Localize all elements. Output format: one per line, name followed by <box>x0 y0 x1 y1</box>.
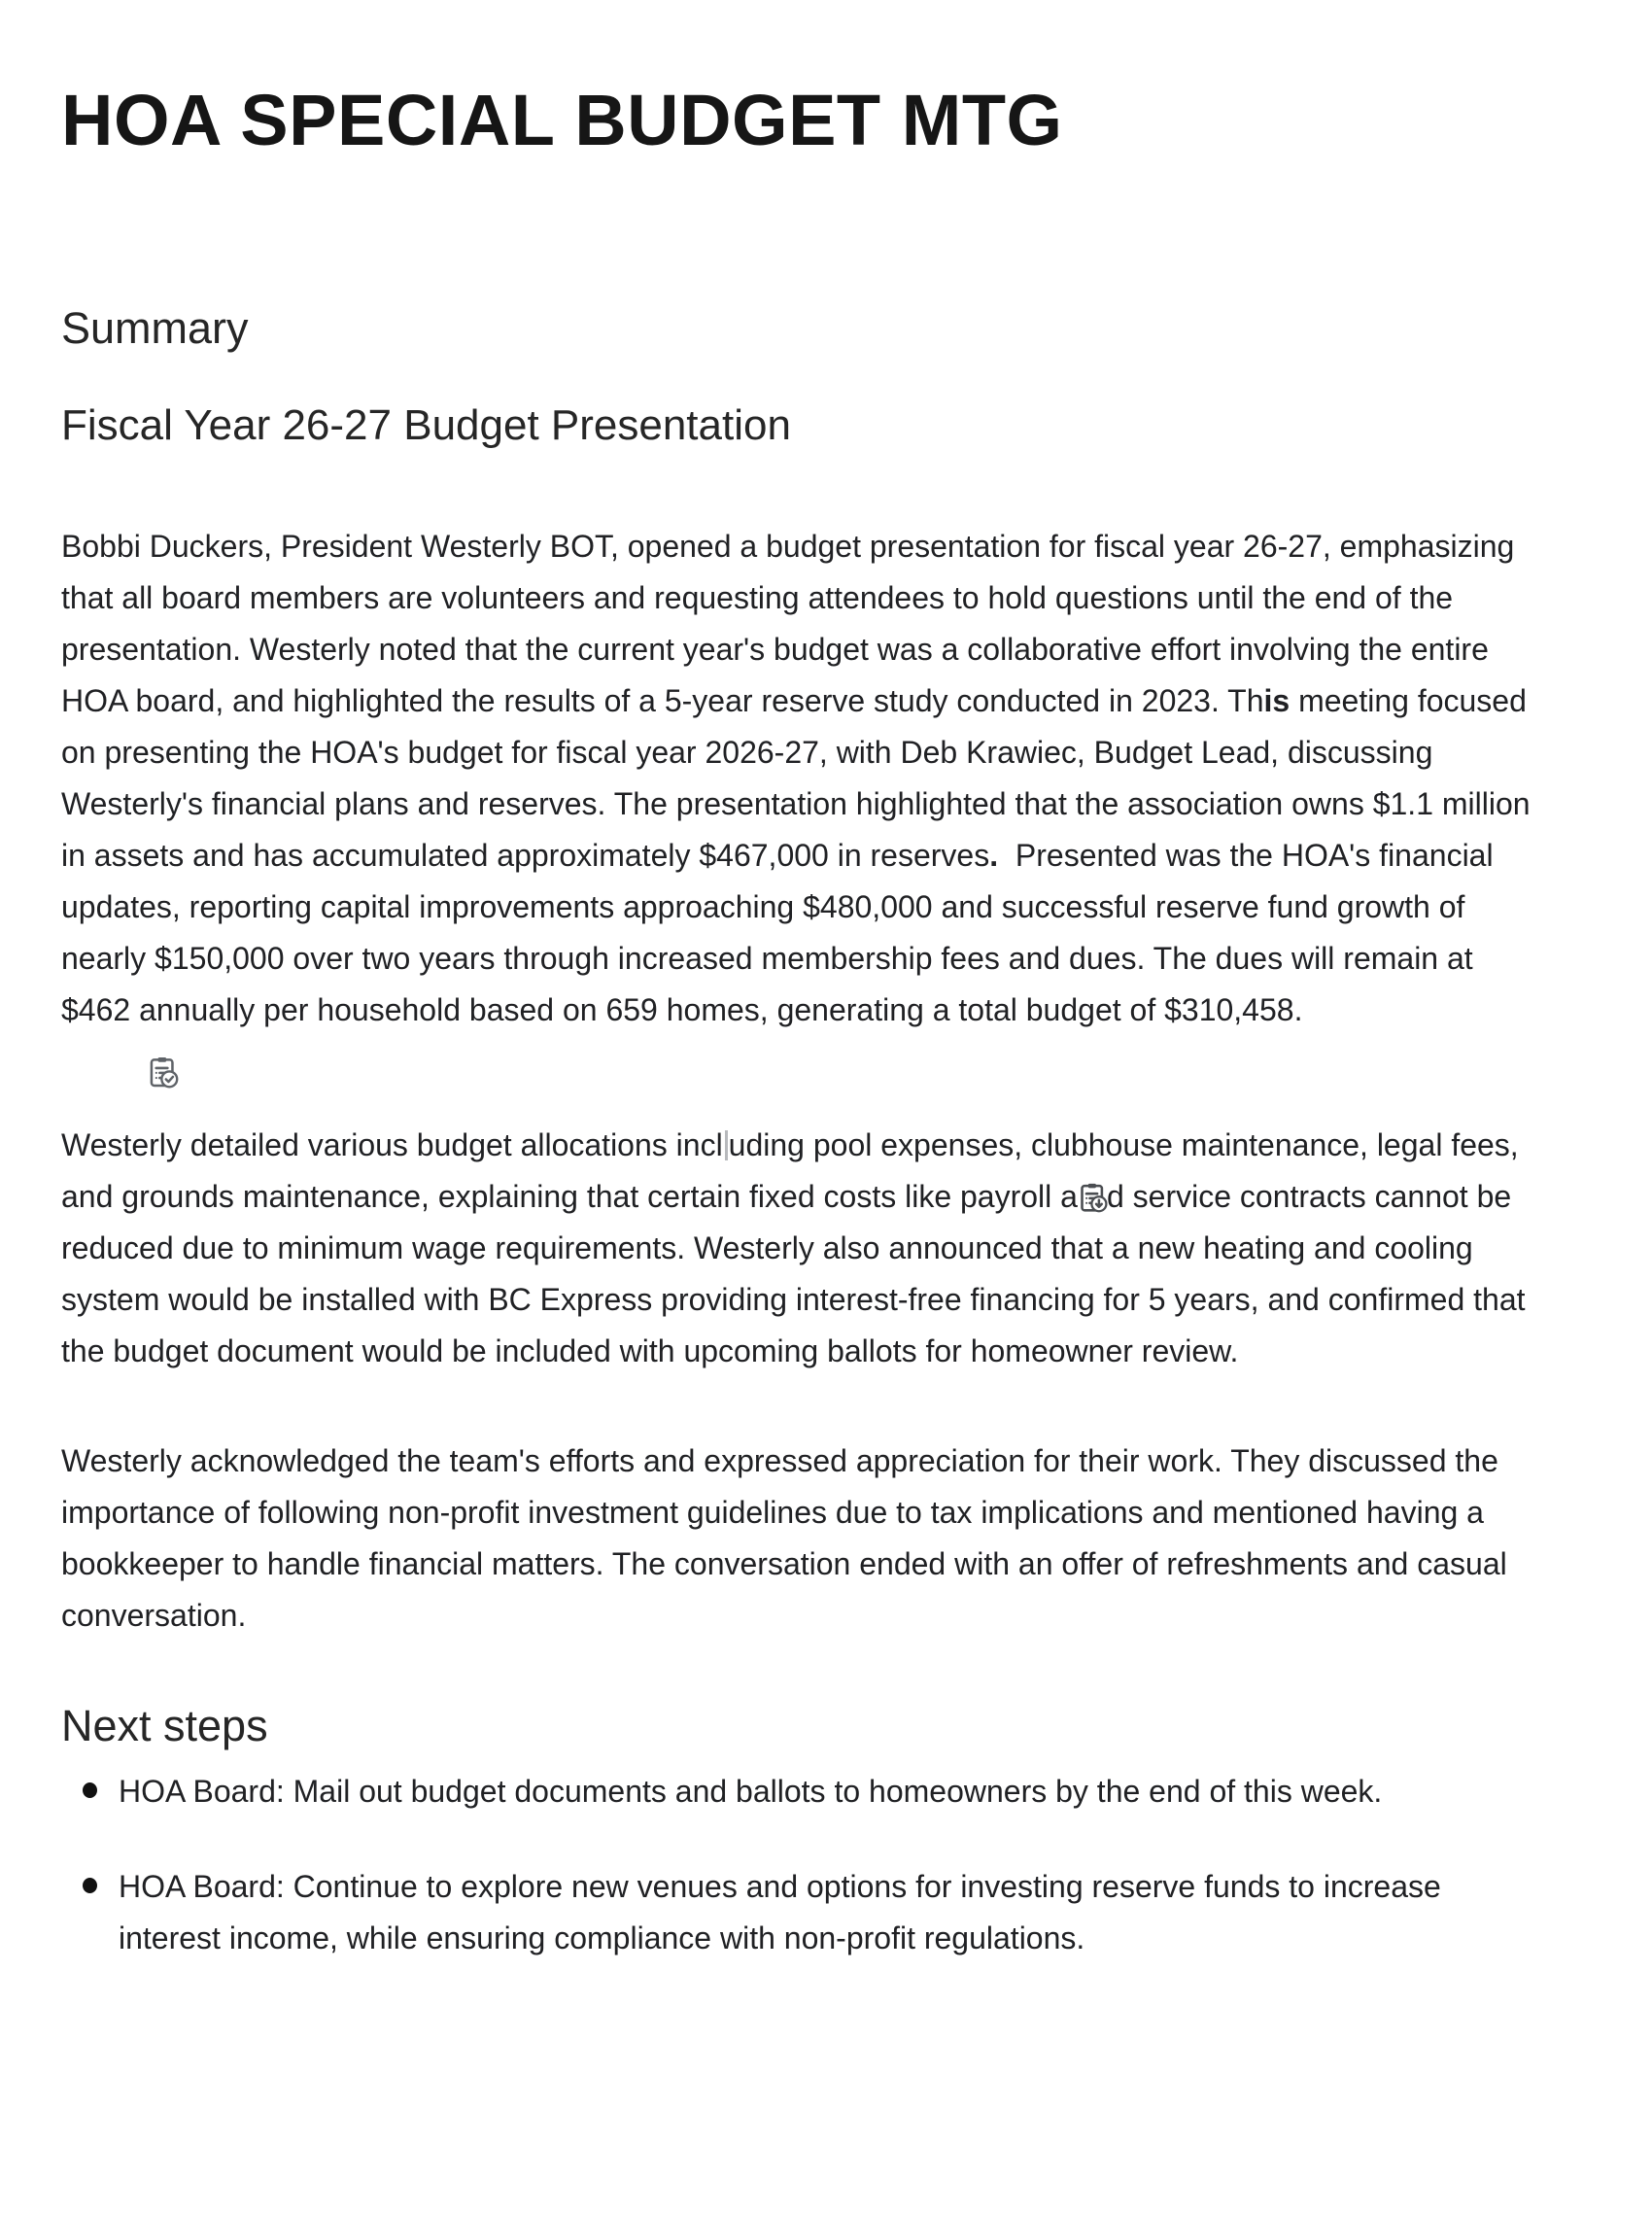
clipboard-download-icon <box>1075 1181 1110 1216</box>
summary-paragraph-1: Bobbi Duckers, President Westerly BOT, opened a budget presentation for fiscal year 26-27, emphasizing that all board members are volunteers and requesting attendees to hold questions until the end of the presentation. Westerly noted that the current year's budget was a collaborative effort involving the entire HOA board, and highlighted the results of a 5-year reserve study conducted in 2023. This meeting focused on presenting the HOA's budget for fiscal year 2026-27, with Deb Krawiec, Budget Lead, discussing Westerly's financial plans and reserves. The presentation highlighted that the association owns $1.1 million in assets and has accumulated approximately $467,000 in reserves. Presented was the HOA's financial updates, reporting capital improvements approaching $480,000 and successful reserve fund growth of nearly $150,000 over two years through increased membership fees and dues. The dues will remain at $462 annually per household based on 659 homes, generating a total budget of $310,458. <box>61 529 1539 1028</box>
summary-heading: Summary <box>61 302 249 353</box>
clipboard-check-icon <box>144 1054 181 1092</box>
fiscal-year-subheading: Fiscal Year 26-27 Budget Presentation <box>61 401 791 450</box>
icon-row <box>144 1054 1550 1092</box>
summary-paragraph-3: Westerly acknowledged the team's efforts and expressed appreciation for their work. They discussed the importance of following non-profit investment guidelines due to tax implications and mentioned having a bookkeeper to handle financial matters. The conversation ended with an offer of refreshments and casual conversation. <box>61 1443 1516 1634</box>
summary-paragraph-2: Westerly detailed various budget allocations incl uding pool expenses, clubhouse maintenance, legal fees, and grounds maintenance, explaining that certain fixed costs like payroll a d service contracts cannot be reduced due to minimum wage requirements. Westerly also announced that a new heating and cooling system would be installed with BC Express providing interest-free financing for 5 years, and confirmed that the budget document would be included with upcoming ballots for homeowner review. <box>61 1127 1534 1369</box>
document-title: HOA SPECIAL BUDGET MTG <box>61 80 1063 160</box>
next-steps-list <box>61 1766 1550 1964</box>
next-steps-heading: Next steps <box>61 1701 268 1751</box>
document-page[interactable] <box>0 76 1652 2214</box>
next-step-item: HOA Board: Mail out budget documents and ballots to homeowners by the end of this week. <box>61 1766 1550 1817</box>
text-cursor <box>725 1130 728 1160</box>
next-step-item: HOA Board: Continue to explore new venues and options for investing reserve funds to increase interest income, while ensuring compliance with non-profit regulations. <box>61 1861 1550 1964</box>
